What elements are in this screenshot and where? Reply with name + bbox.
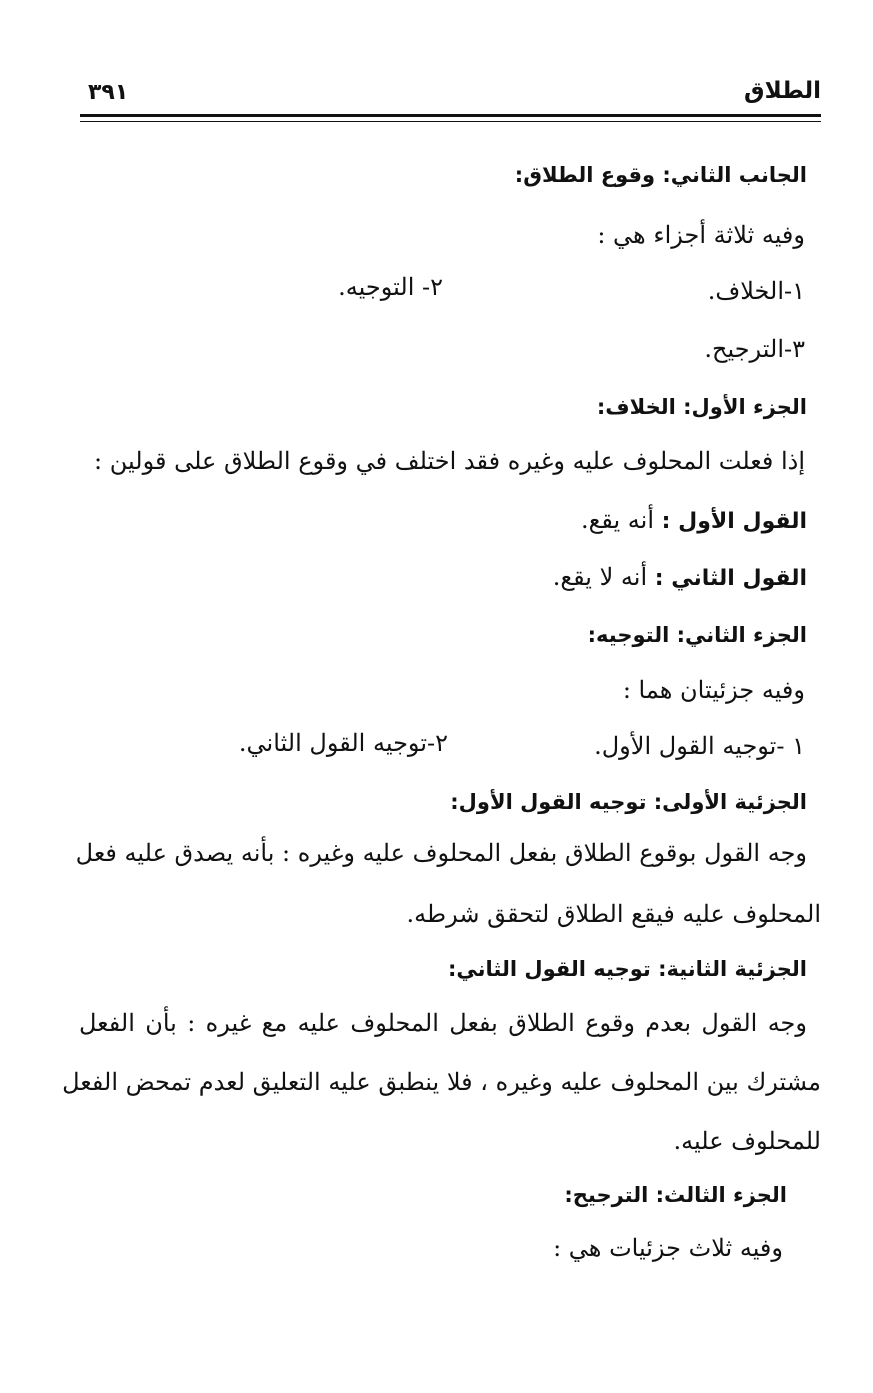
subsection-heading: الجزء الأول: الخلاف: — [596, 395, 807, 419]
subsection-heading: الجزء الثالث: الترجيح: — [564, 1183, 787, 1207]
chapter-title: الطلاق — [744, 78, 821, 104]
paragraph-line: للمحلوف عليه. — [673, 1127, 821, 1155]
subsection-heading: الجزئية الأولى: توجيه القول الأول: — [450, 790, 807, 814]
paragraph-line: وجه القول بعدم وقوع الطلاق بفعل المحلوف عليه مع غيره : بأن الفعل — [79, 1009, 807, 1037]
header-rule-thin — [80, 121, 821, 122]
paragraph-line: وفيه ثلاثة أجزاء هي : — [597, 221, 805, 249]
paragraph-line: وجه القول بوقوع الطلاق بفعل المحلوف عليه وغيره : بأنه يصدق عليه فعل — [75, 839, 807, 867]
list-item: ٢-توجيه القول الثاني. — [238, 729, 448, 757]
page-number: ٣٩١ — [88, 80, 129, 105]
paragraph-line: المحلوف عليه فيقع الطلاق لتحقق شرطه. — [406, 900, 821, 928]
paragraph-line: مشترك بين المحلوف عليه وغيره ، فلا ينطبق عليه التعليق لعدم تمحض الفعل — [62, 1068, 821, 1096]
opinion-label: القول الأول : — [661, 509, 807, 534]
list-item: ٢- التوجيه. — [338, 273, 443, 301]
paragraph-line: إذا فعلت المحلوف عليه وغيره فقد اختلف في وقوع الطلاق على قولين : — [94, 447, 805, 475]
subsection-heading: الجزئية الثانية: توجيه القول الثاني: — [448, 957, 807, 981]
list-item: ١ -توجيه القول الأول. — [594, 732, 805, 760]
opinion-text: أنه يقع. — [580, 506, 655, 534]
opinion-label: القول الثاني : — [654, 566, 807, 591]
opinion-text: أنه لا يقع. — [552, 563, 648, 591]
section-heading: الجانب الثاني: وقوع الطلاق: — [514, 163, 807, 187]
header-rule-thick — [80, 114, 821, 117]
opinion-line — [581, 503, 807, 539]
list-item: ١-الخلاف. — [707, 277, 805, 305]
opinion-line — [553, 560, 807, 596]
running-header — [80, 78, 821, 118]
paragraph-line: وفيه ثلاث جزئيات هي : — [553, 1234, 783, 1262]
paragraph-line: وفيه جزئيتان هما : — [622, 676, 805, 704]
list-item: ٣-الترجيح. — [704, 335, 805, 363]
subsection-heading: الجزء الثاني: التوجيه: — [587, 623, 807, 647]
